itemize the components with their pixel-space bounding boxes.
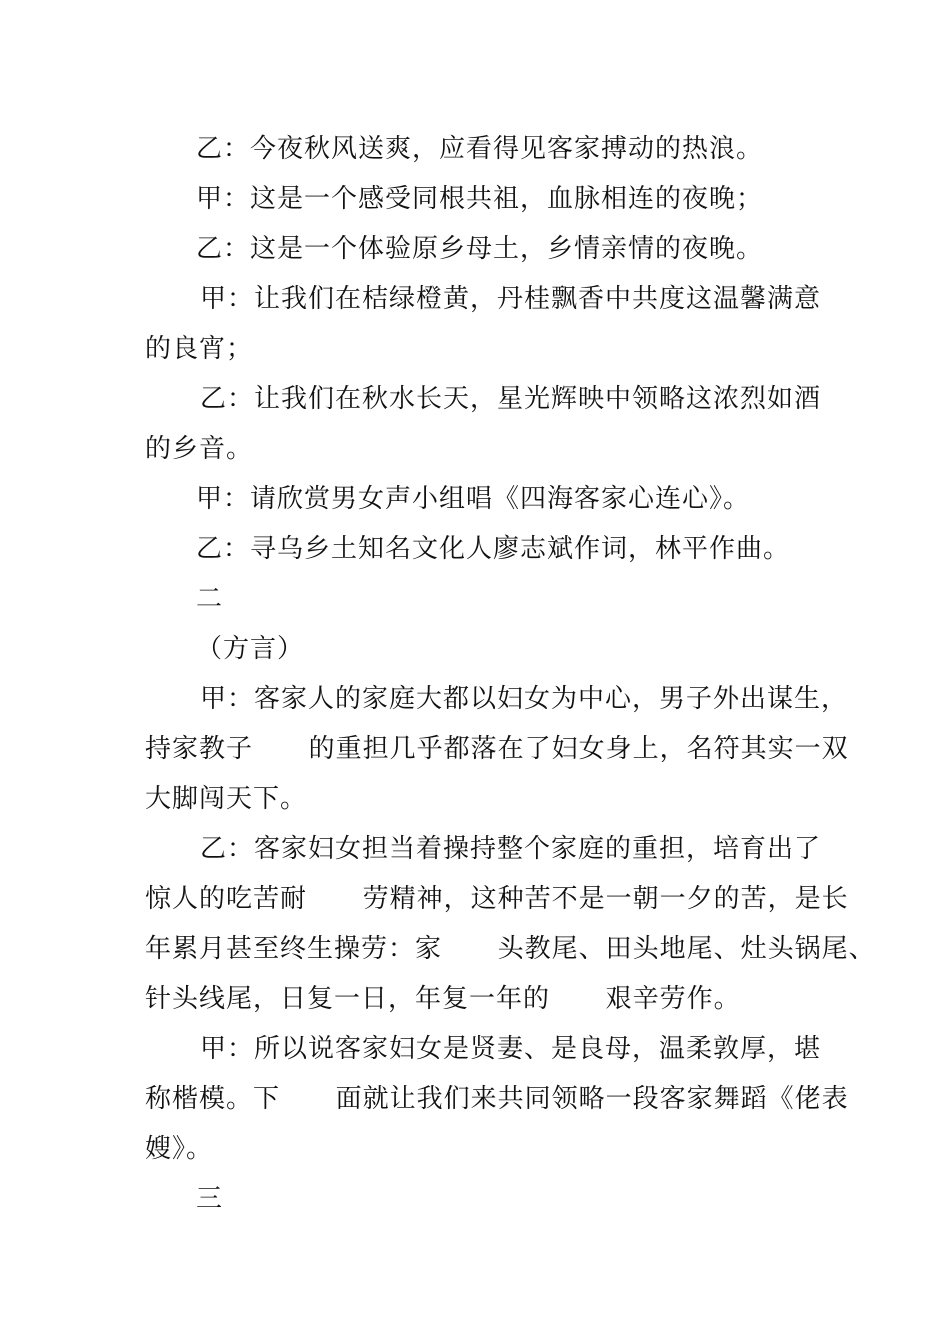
section-heading: 二	[196, 584, 224, 614]
text-line: 的乡音。	[145, 434, 254, 464]
text-line: 乙：客家妇女担当着操持整个家庭的重担，培育出了	[200, 834, 822, 864]
text-line: 甲：请欣赏男女声小组唱《四海客家心连心》。	[196, 484, 751, 514]
text-line: 年累月甚至终生操劳：家 头教尾、田头地尾、灶头锅尾、	[145, 934, 876, 964]
text-line: 甲：让我们在桔绿橙黄，丹桂飘香中共度这温馨满意	[200, 284, 822, 314]
text-line: 乙：寻乌乡土知名文化人廖志斌作词，林平作曲。	[196, 534, 791, 564]
text-line: 甲：所以说客家妇女是贤妻、是良母，温柔敦厚，堪	[200, 1034, 822, 1064]
text-line: 持家教子 的重担几乎都落在了妇女身上，名符其实一双	[145, 734, 849, 764]
section-heading: 三	[196, 1184, 224, 1214]
text-line: 嫂》。	[145, 1134, 214, 1164]
text-line: 针头线尾，日复一日，年复一年的 艰辛劳作。	[145, 984, 741, 1014]
text-line: 乙：让我们在秋水长天，星光辉映中领略这浓烈如酒	[200, 384, 822, 414]
text-line: （方言）	[196, 634, 305, 664]
text-line: 惊人的吃苦耐 劳精神，这种苦不是一朝一夕的苦，是长	[145, 884, 849, 914]
text-line: 乙：这是一个体验原乡母土，乡情亲情的夜晚。	[196, 234, 764, 264]
text-line: 称楷模。下 面就让我们来共同领略一段客家舞蹈《佬表	[145, 1084, 849, 1114]
text-line: 的良宵；	[145, 334, 254, 364]
text-line: 乙：今夜秋风送爽，应看得见客家搏动的热浪。	[196, 134, 764, 164]
text-line: 甲：客家人的家庭大都以妇女为中心，男子外出谋生，	[200, 684, 849, 714]
text-line: 大脚闯天下。	[145, 784, 308, 814]
text-line: 甲：这是一个感受同根共祖，血脉相连的夜晚；	[196, 184, 764, 214]
